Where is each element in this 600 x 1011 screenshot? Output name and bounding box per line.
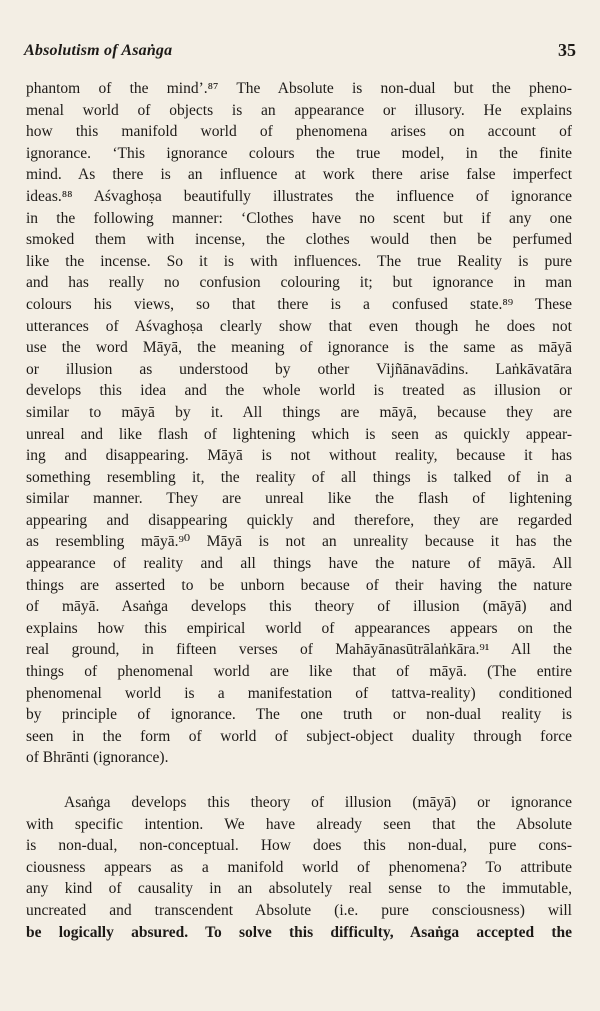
text-line: utterances of Aśvaghoṣa clearly show that even though he does not (26, 317, 572, 335)
text-line: similar manner. They are unreal like the flash of lightening (26, 490, 572, 508)
text-line: appearance of reality and all things have the nature of māyā. All (26, 555, 572, 573)
text-line: be logically absured. To solve this difficulty, Asaṅga accepted the (26, 923, 572, 941)
text-line: in the following manner: ‘Clothes have no scent but if any one (26, 209, 572, 227)
text-line: things of phenomenal world are like that of māyā. (The entire (26, 663, 572, 681)
text-line: with specific intention. We have already seen that the Absolute (26, 815, 572, 833)
text-line: menal world of objects is an appearance or illusory. He explains (26, 101, 572, 119)
body-text (26, 78, 572, 943)
text-line: mind. As there is an influence at work there arise false imperfect (26, 166, 572, 184)
text-line: unreal and like flash of lightening which is seen as quickly appear- (26, 425, 572, 443)
text-line: how this manifold world of phenomena arises on account of (26, 123, 572, 141)
text-line: appearing and disappearing quickly and therefore, they are regarded (26, 511, 572, 529)
text-line: use the word Māyā, the meaning of ignorance is the same as māyā (26, 339, 572, 357)
text-line: like the incense. So it is with influences. The true Reality is pure (26, 252, 572, 270)
text-line: phantom of the mind’.⁸⁷ The Absolute is non-dual but the pheno- (26, 80, 572, 97)
text-line: colours his views, so that there is a confused state.⁸⁹ These (26, 295, 572, 313)
text-line: phenomenal world is a manifestation of tattva-reality) conditioned (26, 684, 572, 702)
text-line: of māyā. Asaṅga develops this theory of illusion (māyā) and (26, 598, 572, 616)
text-line: ing and disappearing. Māyā is not without reality, because it has (26, 447, 572, 465)
paragraph-1 (26, 78, 572, 769)
paragraph-2 (26, 792, 572, 943)
text-line: Asaṅga develops this theory of illusion (māyā) or ignorance (64, 794, 572, 811)
text-line: by principle of ignorance. The one truth or non-dual reality is (26, 706, 572, 724)
text-line: is non-dual, non-conceptual. How does this non-dual, pure cons- (26, 837, 572, 855)
text-line: something resembling it, the reality of all things is talked of in a (26, 468, 572, 486)
page-number: 35 (558, 40, 576, 60)
text-line: smoked them with incense, the clothes would then be perfumed (26, 231, 572, 249)
text-line: ignorance. ‘This ignorance colours the true model, in the finite (26, 144, 572, 162)
text-line: seen in the form of world of subject-object duality through force (26, 727, 572, 745)
page-header (24, 40, 576, 68)
text-line: explains how this empirical world of appearances appears on the (26, 619, 572, 637)
text-line: and has really no confusion colouring it; but ignorance in man (26, 274, 572, 292)
text-line: as resembling māyā.⁹⁰ Māyā is not an unreality because it has the (26, 533, 572, 551)
text-line: of Bhrānti (ignorance). (26, 749, 169, 767)
text-line: real ground, in fifteen verses of Mahāyānasūtrālaṅkāra.⁹¹ All the (26, 641, 572, 659)
text-line: ideas.⁸⁸ Aśvaghoṣa beautifully illustrates the influence of ignorance (26, 187, 572, 205)
text-line: develops this idea and the whole world is treated as illusion or (26, 382, 572, 400)
text-line: any kind of causality in an absolutely real sense to the immutable, (26, 880, 572, 898)
paragraph-gap (26, 769, 572, 792)
text-line: things are asserted to be unborn because of their having the nature (26, 576, 572, 594)
text-line: or illusion as understood by other Vijñānavādins. Laṅkāvatāra (26, 360, 572, 378)
text-line: uncreated and transcendent Absolute (i.e. pure consciousness) will (26, 901, 572, 919)
text-line: ciousness appears as a manifold world of phenomena? To attribute (26, 858, 572, 876)
text-line: similar to māyā by it. All things are māyā, because they are (26, 403, 572, 421)
running-head: Absolutism of Asaṅga (24, 42, 173, 59)
